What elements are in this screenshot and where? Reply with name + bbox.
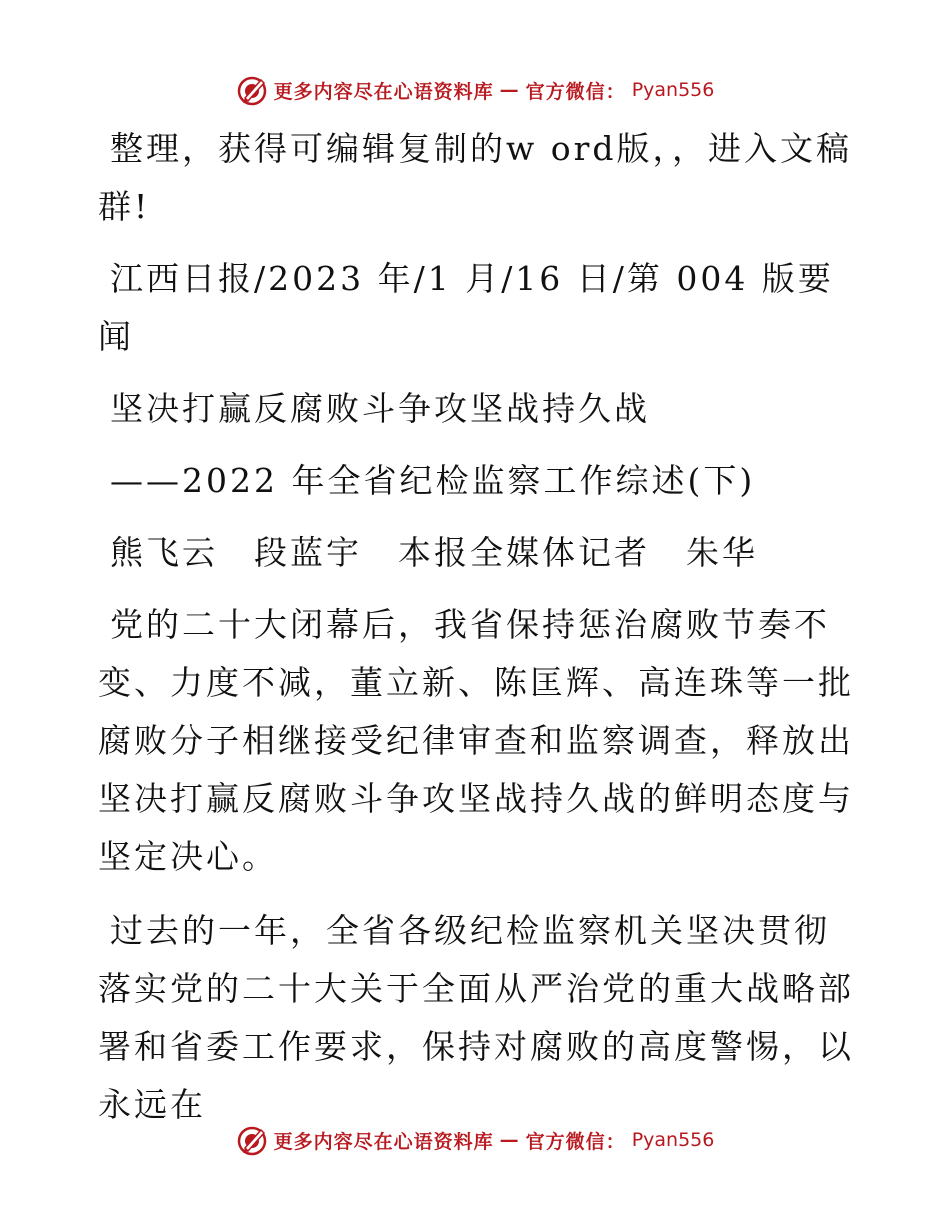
article-body <box>98 120 858 1134</box>
watermark-dash: — <box>499 1129 520 1151</box>
pen-logo-icon <box>236 74 268 106</box>
body-paragraph: 党的二十大闭幕后，我省保持惩治腐败节奏不变、力度不减，董立新、陈匡辉、高连珠等一批腐败分子相继接受纪律审查和监察调查，释放出坚决打赢反腐败斗争攻坚战持久战的鲜明态度与坚定决心。 <box>98 605 854 876</box>
watermark-wechat-id: Pyan556 <box>631 1129 715 1151</box>
article-authors: 熊飞云 段蓝宇 本报全媒体记者 朱华 <box>110 533 758 572</box>
watermark-wechat-label: 官方微信： <box>525 1130 626 1153</box>
header-watermark <box>0 70 950 110</box>
article-subtitle: ——2022 年全省纪检监察工作综述(下) <box>110 461 756 500</box>
watermark-dash: — <box>499 79 520 101</box>
watermark-wechat-id: Pyan556 <box>631 79 715 101</box>
pen-logo-icon <box>236 1124 268 1156</box>
intro-paragraph: 整理，获得可编辑复制的w ord版，，进入文稿群! <box>98 129 853 226</box>
dateline: 江西日报/2023 年/1 月/16 日/第 004 版要闻 <box>98 259 834 356</box>
watermark-brand: 更多内容尽在心语资料库 <box>273 1130 494 1153</box>
article-title: 坚决打赢反腐败斗争攻坚战持久战 <box>110 389 650 428</box>
watermark-wechat-label: 官方微信： <box>525 80 626 103</box>
watermark-brand: 更多内容尽在心语资料库 <box>273 80 494 103</box>
body-paragraph: 过去的一年，全省各级纪检监察机关坚决贯彻落实党的二十大关于全面从严治党的重大战略部署和省委工作要求，保持对腐败的高度警惕，以永远在 <box>98 911 854 1124</box>
footer-watermark <box>0 1120 950 1160</box>
